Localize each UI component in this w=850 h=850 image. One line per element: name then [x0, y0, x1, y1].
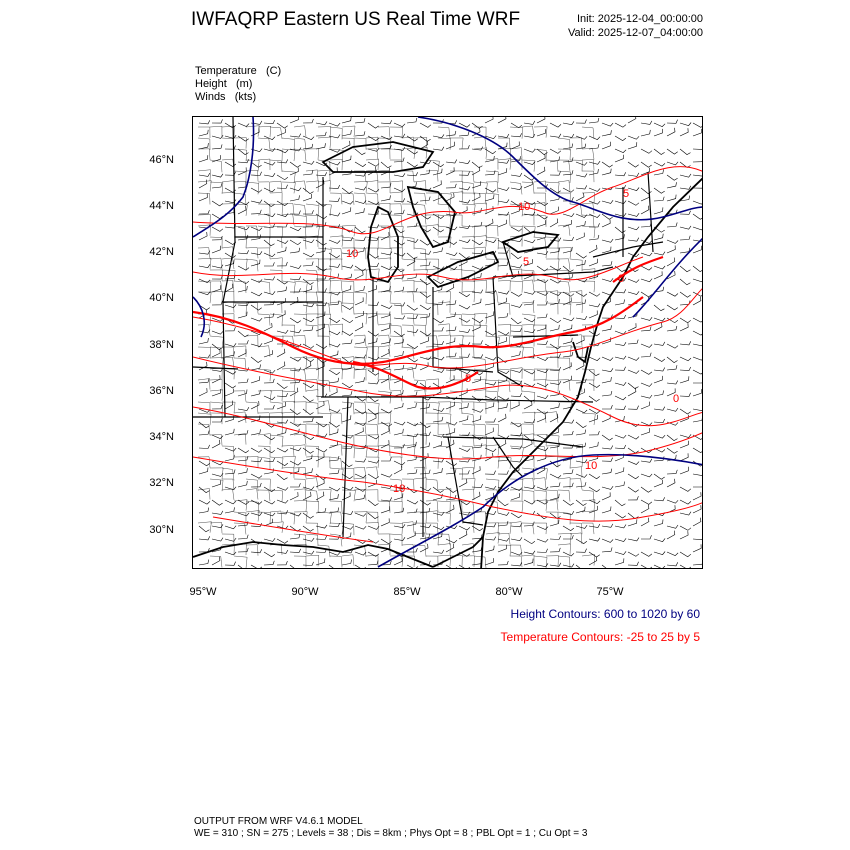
- county-borders: [198, 126, 598, 569]
- contour-label: 0: [673, 393, 680, 405]
- lon-label: 90°W: [291, 586, 319, 598]
- field-height-unit: (m): [235, 78, 253, 90]
- field-temperature: [195, 65, 281, 77]
- contour-label: 0: [618, 273, 625, 285]
- lon-label: 85°W: [393, 586, 421, 598]
- contour-label: 10: [346, 248, 359, 260]
- contour-label: 10: [393, 483, 406, 495]
- map-canvas: [193, 117, 703, 569]
- lat-label: 36°N: [149, 385, 174, 397]
- lat-label: 38°N: [149, 339, 174, 351]
- lat-label: 34°N: [149, 431, 174, 443]
- lat-label: 46°N: [149, 154, 174, 166]
- lat-label: 44°N: [149, 200, 174, 212]
- temperature-contours-legend: Temperature Contours: -25 to 25 by 5: [500, 630, 700, 644]
- valid-time: Valid: 2025-12-07_04:00:00: [568, 27, 703, 39]
- model-config: WE = 310 ; SN = 275 ; Levels = 38 ; Dis = 8km ; Phys Opt = 8 ; PBL Opt = 1 ; Cu Opt = 3: [194, 828, 588, 839]
- field-temperature-name: Temperature: [195, 65, 257, 77]
- model-info: OUTPUT FROM WRF V4.6.1 MODEL: [194, 816, 363, 827]
- lat-label: 32°N: [149, 477, 174, 489]
- contour-label: 10: [585, 460, 598, 472]
- field-winds: [195, 91, 256, 103]
- field-height: [195, 78, 252, 90]
- map-panel: [192, 116, 703, 569]
- contour-label: 5: [523, 256, 530, 268]
- field-height-name: Height: [195, 78, 227, 90]
- lat-label: 30°N: [149, 524, 174, 536]
- contour-label: 5: [465, 373, 472, 385]
- field-winds-name: Winds: [195, 91, 226, 103]
- field-temperature-unit: (C): [265, 65, 282, 77]
- lon-label: 75°W: [596, 586, 624, 598]
- height-contours-legend: Height Contours: 600 to 1020 by 60: [510, 607, 700, 621]
- field-winds-unit: (kts): [234, 91, 257, 103]
- init-time: Init: 2025-12-04_00:00:00: [577, 13, 703, 25]
- contour-label: 10: [518, 201, 531, 213]
- lon-label: 95°W: [189, 586, 217, 598]
- page-title: IWFAQRP Eastern US Real Time WRF: [191, 9, 521, 30]
- lon-label: 80°W: [495, 586, 523, 598]
- contour-label: 5: [623, 188, 630, 200]
- lat-label: 42°N: [149, 246, 174, 258]
- lat-label: 40°N: [149, 292, 174, 304]
- wind-barbs: [199, 117, 703, 569]
- temperature-contours: [193, 167, 703, 542]
